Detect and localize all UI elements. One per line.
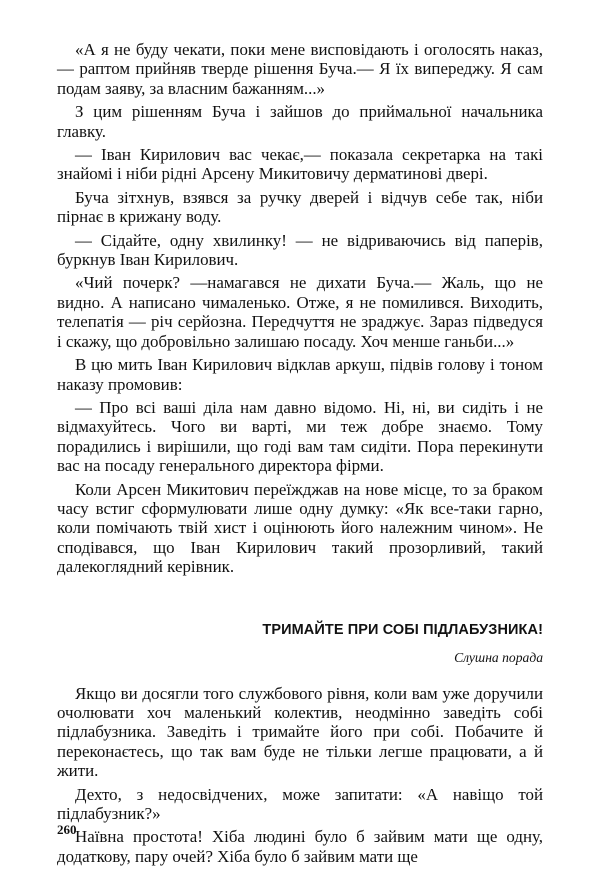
section-spacer <box>57 581 543 621</box>
paragraph: — Сідайте, одну хвилинку! — не відриваючись від паперів, буркнув Іван Кирилович. <box>57 230 543 270</box>
paragraph: В цю мить Іван Кирилович відклав аркуш, підвів голову і тоном наказу промовив: <box>57 355 543 394</box>
book-page <box>57 40 543 870</box>
section-title: ТРИМАЙТЕ ПРИ СОБІ ПІДЛАБУЗНИКА! <box>262 621 543 638</box>
paragraph: Наївна простота! Хіба людині було б зайвим мати ще одну, додаткову, пару очей? Хіба було б зайвим мати ще <box>57 827 543 866</box>
paragraph: Дехто, з недосвідчених, може запитати: «А навіщо той підлабузник?» <box>57 784 543 823</box>
page-number: 260 <box>57 822 77 837</box>
section-text <box>57 684 543 867</box>
paragraph: — Іван Кирилович вас чекає,— показала секретарка на такі знайомі і ніби рідні Арсену Микитовичу дерматинові двері. <box>57 145 543 184</box>
paragraph: «А я не буду чекати, поки мене висповідають і оголосять наказ,— раптом прийняв тверде рішення Буча.— Я їх випереджу. Я сам подам заяву, за власним бажанням...» <box>57 40 543 98</box>
paragraph: Якщо ви досягли того службового рівня, коли вам уже доручили очолювати хоч маленький колектив, неодмінно заведіть собі підлабузника. Заведіть і тримайте його при собі. Побачите й переконаєтесь, що так вам буде не тільки легше працювати, а й жити. <box>57 683 543 781</box>
paragraph: — Про всі ваші діла нам давно відомо. Ні, ні, ви сидіть і не відмахуйтесь. Чого ви варті, ми теж добре знаємо. Тому порадились і вирішили, що годі вам там сидіти. Пора перекинути вас на посаду генерального директора фірми. <box>57 397 543 476</box>
paragraph: «Чий почерк? —намагався не дихати Буча.— Жаль, що не видно. А написано чималенько. Отже, я не помилився. Виходить, телепатія — річ серйозна. Передчуття не зраджує. Зараз підведуся і скажу, що добровільно залишаю посаду. Хоч менше ганьби...» <box>57 273 543 351</box>
story-text <box>57 40 543 577</box>
section-subtitle: Слушна порада <box>454 649 543 665</box>
paragraph: Коли Арсен Микитович переїжджав на нове місце, то за браком часу встиг сформулювати лише одну думку: «Як все-таки гарно, коли помічають твій хист і оцінюють його належним чином». Не сподівався, що Іван Кирилович такий прозорливий, такий далекоглядний керівник. <box>57 479 543 577</box>
paragraph: З цим рішенням Буча і зайшов до приймальної начальника главку. <box>57 102 543 141</box>
paragraph: Буча зітхнув, взявся за ручку дверей і відчув себе так, ніби пірнає в крижану воду. <box>57 187 543 227</box>
